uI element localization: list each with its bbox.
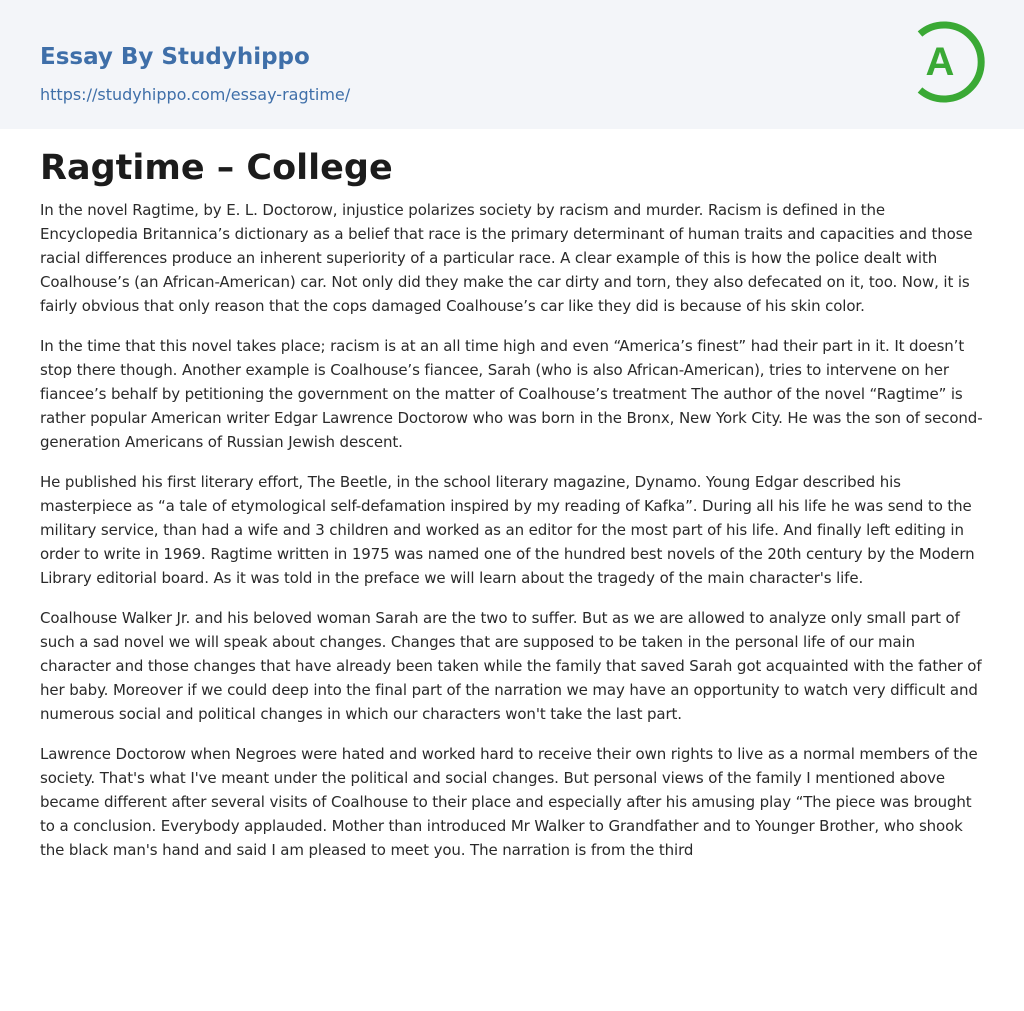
studyhippo-logo-icon[interactable] (912, 20, 986, 104)
paragraph-1: In the novel Ragtime, by E. L. Doctorow, injustice polarizes society by racism and murder. Racism is defined in the Encyclopedia Britannica’s dictionary as a belief that race is the primary determinant of human traits and capacities and those racial differences produce an inherent superiority of a particular race. A clear example of this is how the police dealt with Coalhouse’s (an African-American) car. Not only did they make the car dirty and torn, they also defecated on it, too. Now, it is fairly obvious that only reason that the cops damaged Coalhouse’s car like they did is because of his skin color. (40, 201, 973, 315)
page-title: Ragtime – College (40, 148, 393, 188)
logo-letter: A (925, 40, 955, 84)
essay-url-link[interactable]: https://studyhippo.com/essay-ragtime/ (40, 85, 351, 104)
site-title[interactable]: Essay By Studyhippo (40, 44, 310, 70)
site-header (0, 0, 1024, 129)
paragraph-3: He published his first literary effort, The Beetle, in the school literary magazine, Dynamo. Young Edgar described his masterpiece as “a tale of etymological self-defamation inspired by my reading of Kafka”. During all his life he was send to the military service, than had a wife and 3 children and worked as an editor for the most part of his life. And finally left editing in order to write in 1969. Ragtime written in 1975 was named one of the hundred best novels of the 20th century by the Modern Library editorial board. As it was told in the preface we will learn about the tragedy of the main character's life. (40, 473, 975, 587)
article-content (40, 146, 984, 878)
paragraph-2: In the time that this novel takes place; racism is at an all time high and even “America’s finest” had their part in it. It doesn’t stop there though. Another example is Coalhouse’s fiancee, Sarah (who is also African-American), tries to intervene on her fiancee’s behalf by petitioning the government on the matter of Coalhouse’s treatment The author of the novel “Ragtime” is rather popular American writer Edgar Lawrence Doctorow who was born in the Bronx, New York City. He was the son of second-generation Americans of Russian Jewish descent. (40, 337, 983, 451)
paragraph-5: Lawrence Doctorow when Negroes were hated and worked hard to receive their own rights to live as a normal members of the society. That's what I've meant under the political and social changes. But personal views of the family I mentioned above became different after several visits of Coalhouse to their place and especially after his amusing play “The piece was brought to a conclusion. Everybody applauded. Mother than introduced Mr Walker to Grandfather and to Younger Brother, who shook the black man's hand and said I am pleased to meet you. The narration is from the third (40, 745, 978, 859)
paragraph-4: Coalhouse Walker Jr. and his beloved woman Sarah are the two to suffer. But as we are allowed to analyze only small part of such a sad novel we will speak about changes. Changes that are supposed to be taken in the personal life of our main character and those changes that have already been taken while the family that saved Sarah got acquainted with the father of her baby. Moreover if we could deep into the final part of the narration we may have an opportunity to watch very difficult and numerous social and political changes in which our characters won't take the last part. (40, 609, 982, 723)
